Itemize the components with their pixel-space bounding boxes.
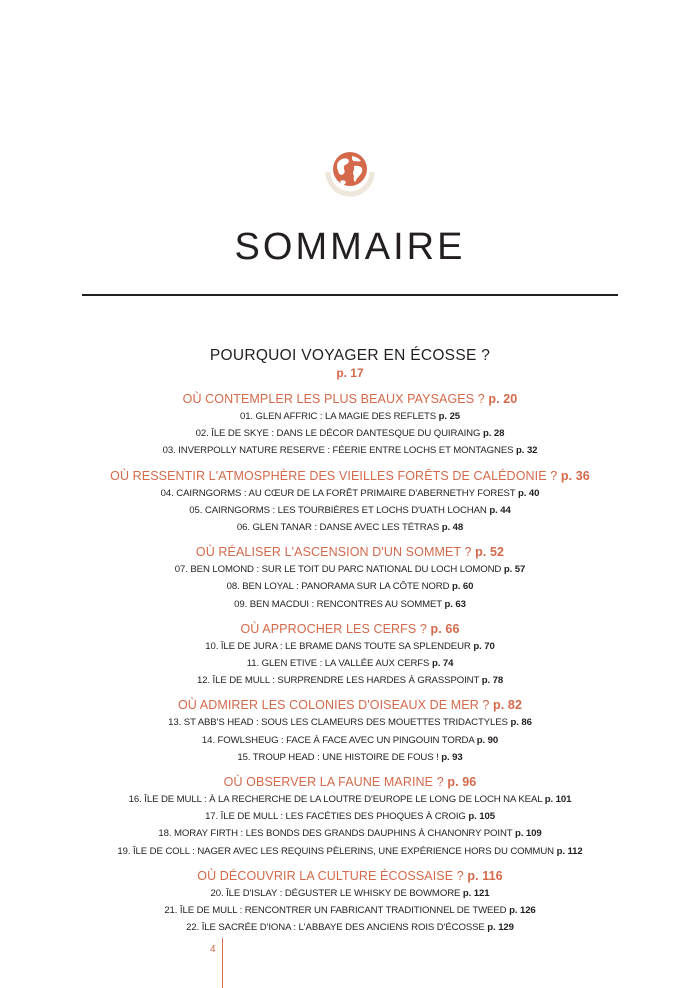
entry-text: 11. GLEN ETIVE : LA VALLÉE AUX CERFS — [246, 658, 430, 670]
entry-text: 12. ÎLE DE MULL : SURPRENDRE LES HARDES À GRASSPOINT — [196, 675, 480, 687]
entry-page: p. 129 — [487, 922, 514, 934]
toc-section — [0, 867, 700, 937]
entry-page: p. 28 — [482, 428, 505, 440]
entry-page: p. 109 — [514, 828, 542, 840]
toc-entry[interactable] — [0, 425, 700, 442]
entry-text: 13. ST ABB'S HEAD : SOUS LES CLAMEURS DES MOUETTES TRIDACTYLES — [168, 717, 508, 729]
entry-page: p. 126 — [509, 905, 536, 917]
entry-page: p. 32 — [516, 445, 538, 457]
entry-page: p. 48 — [441, 522, 464, 534]
entry-text: 01. GLEN AFFRIC : LA MAGIE DES REFLETS — [239, 411, 437, 422]
toc-section — [0, 620, 700, 690]
toc-entry[interactable] — [0, 902, 700, 919]
entry-text: 02. ÎLE DE SKYE : DANS LE DÉCOR DANTESQUE DU QUIRAING — [195, 428, 481, 440]
entry-page: p. 63 — [444, 598, 466, 610]
toc-entry[interactable] — [0, 561, 700, 578]
entry-text: 17. ÎLE DE MULL : LES FACÉTIES DES PHOQUES À CROIG — [205, 811, 466, 823]
section-page: p. 116 — [467, 868, 503, 883]
entry-text: 19. ÎLE DE COLL : NAGER AVEC LES REQUINS PÈLERINS, UNE EXPÉRIENCE HORS DU COMMUN — [117, 845, 554, 857]
section-page: p. 66 — [430, 621, 460, 636]
entry-page: p. 101 — [544, 794, 572, 806]
entry-page: p. 74 — [431, 658, 454, 670]
toc-entry[interactable] — [0, 655, 700, 672]
entry-page: p. 78 — [481, 675, 504, 687]
intro-title: POURQUOI VOYAGER EN ÉCOSSE ? — [209, 347, 491, 364]
entry-page: p. 60 — [452, 581, 474, 593]
entry-text: 10. ÎLE DE JURA : LE BRAME DANS TOUTE SA SPLENDEUR — [205, 640, 471, 652]
table-of-contents — [0, 346, 700, 943]
toc-entry[interactable] — [0, 408, 700, 425]
section-page: p. 52 — [475, 545, 505, 560]
footer-divider — [222, 938, 223, 988]
toc-section — [0, 543, 700, 613]
entry-text: 07. BEN LOMOND : SUR LE TOIT DU PARC NATIONAL DU LOCH LOMOND — [174, 564, 502, 576]
toc-entry[interactable] — [0, 714, 700, 731]
page-title: SOMMAIRE — [234, 226, 466, 268]
entry-text: 04. CAIRNGORMS : AU CŒUR DE LA FORÊT PRIMAIRE D'ABERNETHY FOREST — [160, 487, 516, 499]
entry-page: p. 112 — [556, 845, 583, 857]
entry-text: 06. GLEN TANAR : DANSE AVEC LES TÉTRAS — [236, 522, 440, 534]
section-title[interactable] — [0, 696, 700, 714]
entry-text: 08. BEN LOYAL : PANORAMA SUR LA CÔTE NORD — [226, 581, 450, 593]
entry-text: 20. ÎLE D'ISLAY : DÉGUSTER LE WHISKY DE BOWMORE — [210, 887, 461, 899]
toc-entry[interactable] — [0, 672, 700, 689]
toc-entry[interactable] — [0, 808, 700, 825]
entry-text: 22. ÎLE SACRÉE D'IONA : L'ABBAYE DES ANCIENS ROIS D'ÉCOSSE — [186, 922, 485, 934]
toc-sections — [0, 390, 700, 936]
entry-page: p. 90 — [476, 734, 499, 746]
toc-section — [0, 773, 700, 860]
section-title[interactable] — [0, 773, 700, 791]
toc-entry[interactable] — [0, 519, 700, 536]
section-title[interactable] — [0, 467, 700, 485]
section-title[interactable] — [0, 867, 700, 885]
toc-entry[interactable] — [0, 596, 700, 613]
section-title[interactable] — [0, 390, 700, 408]
toc-section — [0, 390, 700, 460]
entry-text: 14. FOWLSHEUG : FACE À FACE AVEC UN PINGOUIN TORDA — [201, 734, 475, 746]
entry-text: 21. ÎLE DE MULL : RENCONTRER UN FABRICANT TRADITIONNEL DE TWEED — [164, 905, 507, 917]
entry-text: 03. INVERPOLLY NATURE RESERVE : FÉERIE ENTRE LOCHS ET MONTAGNES — [162, 445, 514, 457]
section-title-text: OÙ OBSERVER LA FAUNE MARINE ? — [223, 775, 444, 790]
toc-entry[interactable] — [0, 578, 700, 595]
title-divider — [82, 294, 618, 296]
section-title-text: OÙ DÉCOUVRIR LA CULTURE ÉCOSSAISE ? — [197, 868, 464, 883]
section-page: p. 82 — [493, 698, 523, 713]
intro-page: p. 17 — [336, 366, 364, 380]
entry-text: 16. ÎLE DE MULL : À LA RECHERCHE DE LA LOUTRE D'EUROPE LE LONG DE LOCH NA KEAL — [128, 794, 543, 806]
entry-page: p. 70 — [473, 640, 495, 652]
globe-icon — [324, 146, 376, 198]
toc-entry[interactable] — [0, 843, 700, 860]
entry-text: 05. CAIRNGORMS : LES TOURBIÈRES ET LOCHS D'UATH LOCHAN — [189, 504, 487, 516]
toc-entry[interactable] — [0, 732, 700, 749]
entry-text: 09. BEN MACDUI : RENCONTRES AU SOMMET — [234, 598, 442, 610]
section-title-text: OÙ RESSENTIR L'ATMOSPHÈRE DES VIEILLES FORÊTS DE CALÉDONIE ? — [110, 468, 558, 483]
section-title[interactable] — [0, 543, 700, 561]
toc-entry[interactable] — [0, 885, 700, 902]
entry-page: p. 86 — [510, 717, 532, 729]
entry-page: p. 105 — [468, 811, 495, 823]
toc-entry[interactable] — [0, 791, 700, 808]
toc-entry[interactable] — [0, 485, 700, 502]
toc-entry[interactable] — [0, 442, 700, 459]
entry-page: p. 93 — [441, 751, 463, 763]
entry-page: p. 44 — [489, 504, 511, 516]
toc-entry[interactable] — [0, 749, 700, 766]
section-title[interactable] — [0, 620, 700, 638]
entry-page: p. 25 — [438, 411, 461, 422]
section-page: p. 96 — [447, 775, 477, 790]
entry-page: p. 40 — [517, 487, 540, 499]
toc-entry[interactable] — [0, 919, 700, 936]
entry-page: p. 57 — [503, 564, 526, 576]
entry-page: p. 121 — [462, 887, 490, 899]
toc-section — [0, 696, 700, 766]
section-page: p. 36 — [560, 468, 590, 483]
toc-entry[interactable] — [0, 502, 700, 519]
section-page: p. 20 — [488, 392, 518, 406]
toc-entry[interactable] — [0, 638, 700, 655]
section-title-text: OÙ ADMIRER LES COLONIES D'OISEAUX DE MER ? — [177, 698, 490, 713]
section-title-text: OÙ APPROCHER LES CERFS ? — [240, 621, 427, 636]
page-number: 4 — [210, 944, 216, 955]
toc-entry[interactable] — [0, 825, 700, 842]
section-title-text: OÙ CONTEMPLER LES PLUS BEAUX PAYSAGES ? — [182, 392, 485, 406]
section-title-text: OÙ RÉALISER L'ASCENSION D'UN SOMMET ? — [195, 545, 472, 560]
toc-section — [0, 467, 700, 537]
entry-text: 18. MORAY FIRTH : LES BONDS DES GRANDS DAUPHINS À CHANONRY POINT — [158, 828, 513, 840]
entry-text: 15. TROUP HEAD : UNE HISTOIRE DE FOUS ! — [237, 751, 439, 763]
